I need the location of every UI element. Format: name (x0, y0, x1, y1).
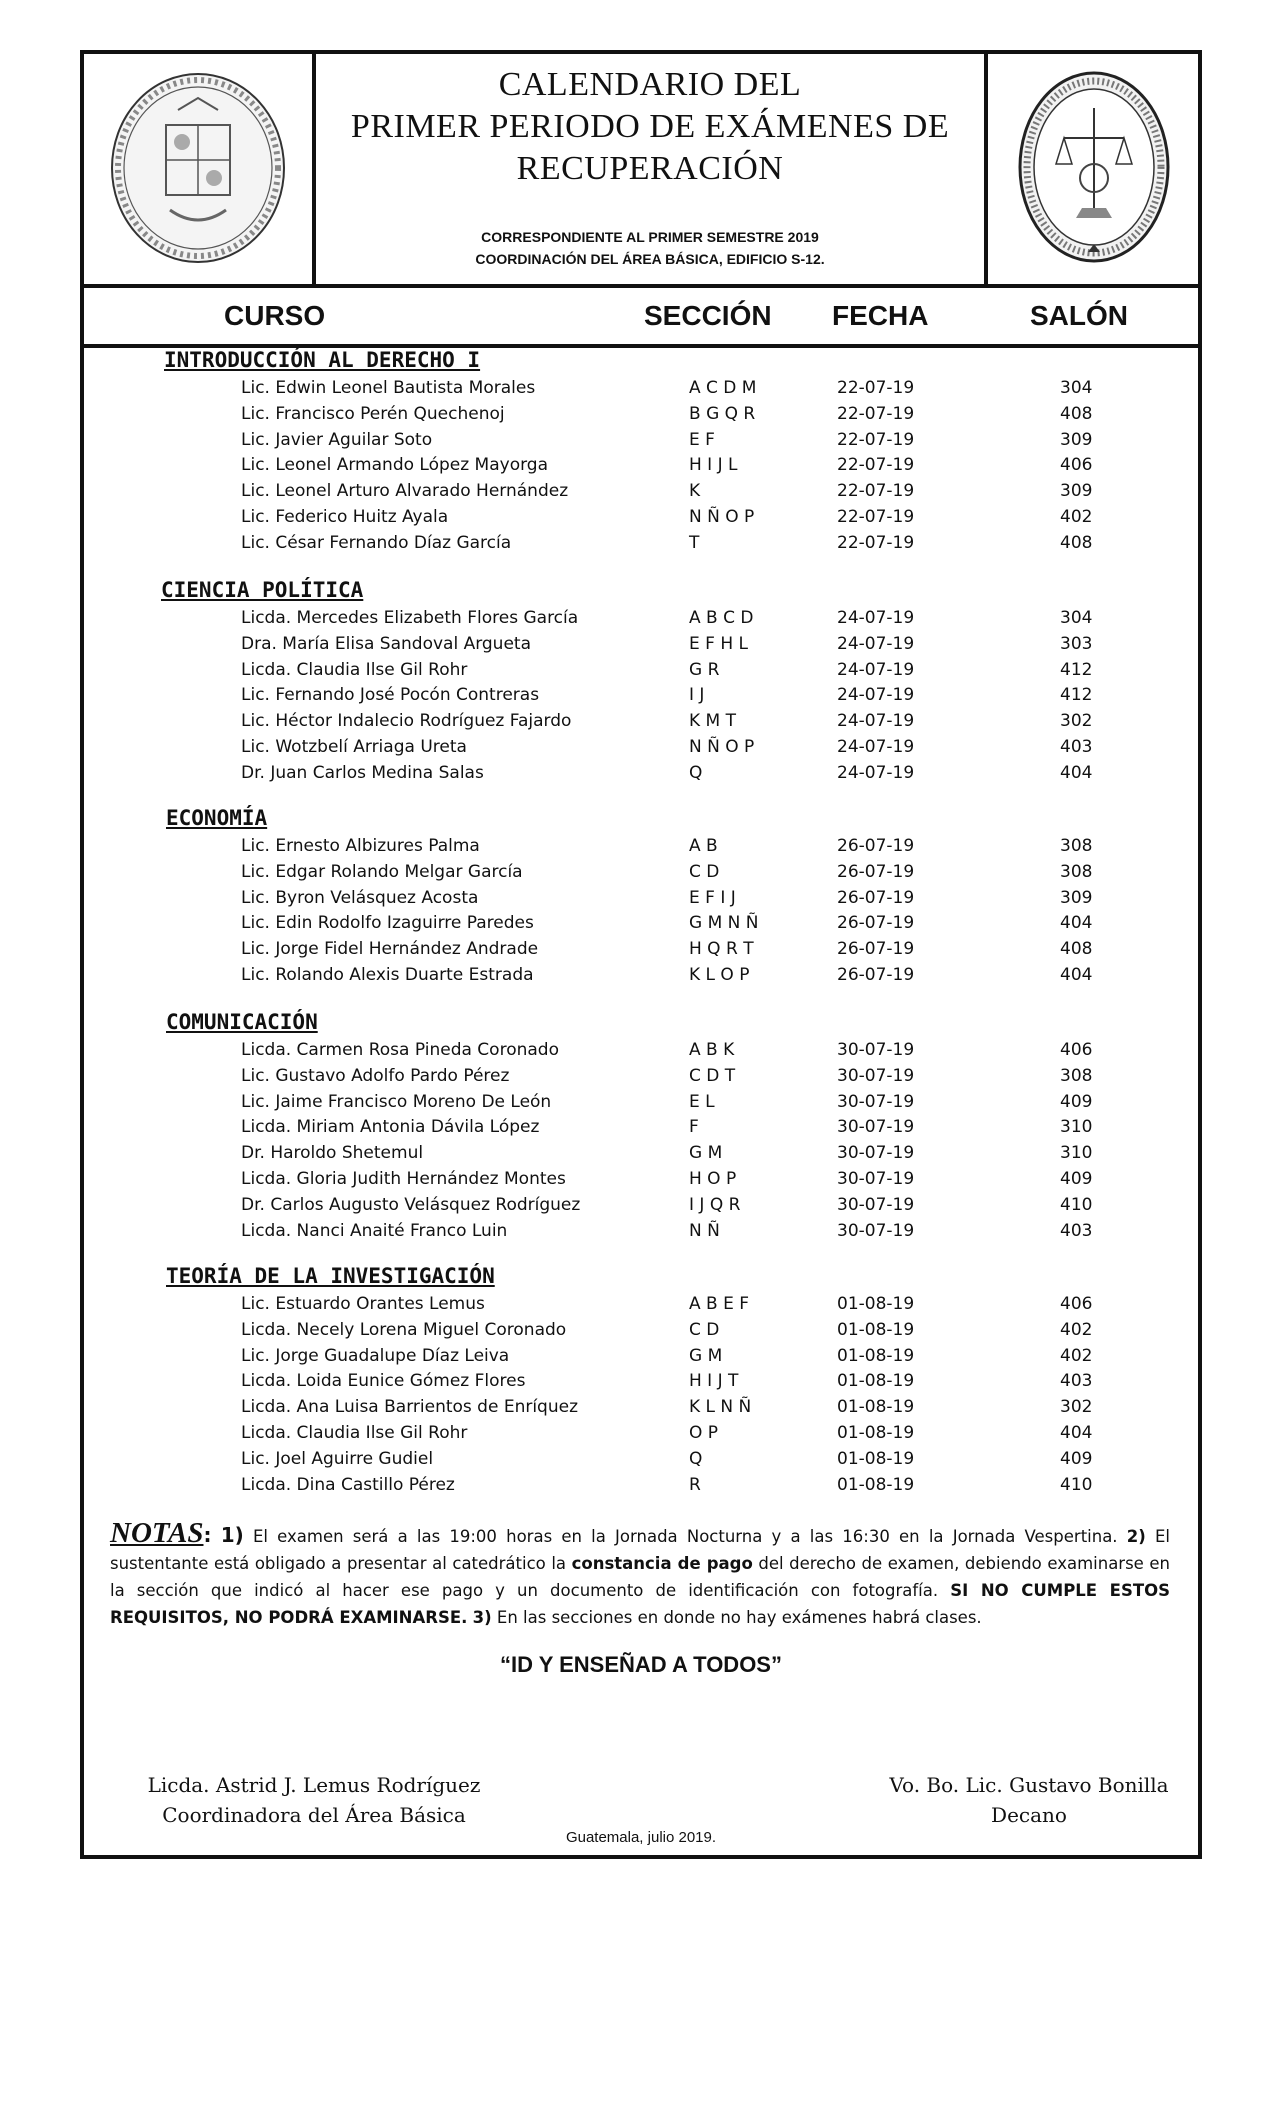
schedule-row (84, 711, 1198, 737)
section-letters: H I J T (689, 1371, 739, 1392)
room-number: 303 (1060, 633, 1093, 654)
section-letters: O P (689, 1423, 719, 1443)
schedule-row (84, 888, 1198, 914)
course-title: ECONOMÍA (166, 806, 268, 830)
section-letters: T (689, 532, 700, 553)
room-number: 403 (1060, 1220, 1093, 1241)
exam-date: 22-07-19 (837, 378, 915, 398)
exam-date: 22-07-19 (837, 532, 915, 553)
exam-date: 30-07-19 (837, 1091, 915, 1112)
exam-date: 01-08-19 (837, 1474, 915, 1495)
section-letters: C D T (689, 1065, 736, 1086)
exam-date: 22-07-19 (837, 481, 915, 502)
room-number: 310 (1060, 1143, 1093, 1164)
exam-date: 26-07-19 (837, 913, 915, 934)
notes-colon: : (203, 1523, 212, 1547)
room-number: 402 (1060, 1319, 1093, 1340)
signature-right-role: Decano (991, 1803, 1067, 1827)
schedule-row (84, 939, 1198, 965)
exam-date: 24-07-19 (837, 608, 915, 628)
room-number: 410 (1060, 1474, 1093, 1495)
note-2-number: 2) (1126, 1527, 1146, 1546)
section-letters: A B C D (689, 608, 754, 628)
room-number: 310 (1060, 1117, 1093, 1138)
room-number: 308 (1060, 836, 1093, 856)
section-letters: A C D M (689, 378, 757, 398)
signature-right-name: Vo. Bo. Lic. Gustavo Bonilla (889, 1773, 1169, 1797)
signature-left-name: Licda. Astrid J. Lemus Rodríguez (147, 1773, 481, 1797)
professor-name: Licda. Claudia Ilse Gil Rohr (241, 1423, 468, 1443)
section-letters: N Ñ (689, 1220, 720, 1241)
section-letters: G R (689, 659, 720, 680)
professor-name: Lic. Edwin Leonel Bautista Morales (241, 378, 536, 398)
university-seal-icon (108, 70, 288, 266)
schedule-row (84, 1449, 1198, 1475)
professor-name: Lic. Gustavo Adolfo Pardo Pérez (241, 1065, 510, 1086)
section-letters: A B K (689, 1040, 735, 1060)
professor-name: Dra. María Elisa Sandoval Argueta (241, 633, 531, 654)
room-number: 409 (1060, 1091, 1093, 1112)
schedule-row (84, 1294, 1198, 1320)
section-letters: I J Q R (689, 1194, 741, 1215)
section-letters: G M (689, 1143, 723, 1164)
professor-name: Licda. Mercedes Elizabeth Flores García (241, 608, 579, 628)
room-number: 406 (1060, 1294, 1093, 1314)
schedule-row (84, 1169, 1198, 1195)
schedule-row (84, 737, 1198, 763)
professor-name: Licda. Nanci Anaité Franco Luin (241, 1220, 508, 1241)
room-number: 404 (1060, 1423, 1093, 1443)
schedule-row (84, 1143, 1198, 1169)
exam-date: 30-07-19 (837, 1169, 915, 1189)
note-1-number: 1) (220, 1523, 244, 1547)
schedule-row (84, 533, 1198, 559)
professor-name: Lic. Francisco Perén Quechenoj (241, 403, 505, 424)
signature-left-role: Coordinadora del Área Básica (162, 1803, 466, 1827)
notes-label: NOTAS (110, 1517, 204, 1549)
room-number: 403 (1060, 737, 1093, 757)
professor-name: Lic. Wotzbelí Arriaga Ureta (241, 737, 467, 757)
professor-name: Lic. Jorge Fidel Hernández Andrade (241, 939, 539, 960)
exam-date: 30-07-19 (837, 1194, 915, 1215)
exam-date: 22-07-19 (837, 507, 915, 527)
schedule-row (84, 404, 1198, 430)
schedule-row (84, 1066, 1198, 1092)
professor-name: Licda. Loida Eunice Gómez Flores (241, 1371, 526, 1392)
note-2-bold: constancia de pago (571, 1554, 753, 1573)
section-letters: H Q R T (689, 939, 754, 960)
professor-name: Lic. Edin Rodolfo Izaguirre Paredes (241, 913, 534, 934)
header-right-cell (984, 54, 1202, 284)
place-date: Guatemala, julio 2019. (565, 1829, 717, 1846)
title-line-2: PRIMER PERIODO DE EXÁMENES DE (350, 108, 950, 145)
note-1-text: El examen será a las 19:00 horas en la Jornada Nocturna y a las 16:30 en la Jornada Vespertina. (243, 1527, 1127, 1546)
exam-date: 24-07-19 (837, 659, 915, 680)
room-number: 302 (1060, 1397, 1093, 1418)
section-letters: A B (689, 836, 718, 856)
room-number: 410 (1060, 1194, 1093, 1215)
schedule-row (84, 1117, 1198, 1143)
motto: “ID Y ENSEÑAD A TODOS” (500, 1652, 782, 1677)
schedule-row (84, 1397, 1198, 1423)
header (84, 54, 1198, 288)
title-line-1: CALENDARIO DEL (498, 66, 802, 103)
section-letters: G M (689, 1345, 723, 1366)
professor-name: Licda. Carmen Rosa Pineda Coronado (241, 1040, 559, 1060)
signature-right (864, 1770, 1194, 1830)
professor-name: Lic. Estuardo Orantes Lemus (241, 1294, 485, 1314)
professor-name: Lic. Fernando José Pocón Contreras (241, 685, 540, 706)
exam-date: 24-07-19 (837, 685, 915, 706)
professor-name: Lic. Ernesto Albizures Palma (241, 836, 480, 856)
room-number: 304 (1060, 608, 1093, 628)
professor-name: Lic. Joel Aguirre Gudiel (241, 1448, 434, 1469)
section-letters: E F (689, 429, 715, 450)
exam-date: 01-08-19 (837, 1319, 915, 1340)
professor-name: Lic. César Fernando Díaz García (241, 532, 512, 553)
room-number: 406 (1060, 455, 1093, 476)
course-title: INTRODUCCIÓN AL DERECHO I (164, 348, 481, 372)
course-title: CIENCIA POLÍTICA (161, 578, 364, 602)
schedule-row (84, 608, 1198, 634)
exam-date: 01-08-19 (837, 1345, 915, 1366)
room-number: 406 (1060, 1040, 1093, 1060)
professor-name: Lic. Edgar Rolando Melgar García (241, 861, 523, 882)
professor-name: Lic. Héctor Indalecio Rodríguez Fajardo (241, 711, 572, 732)
section-letters: E F I J (689, 887, 736, 908)
room-number: 409 (1060, 1448, 1093, 1469)
schedule-row (84, 430, 1198, 456)
section-letters: C D (689, 1319, 720, 1340)
schedule-row (84, 1195, 1198, 1221)
header-title-cell (316, 54, 984, 284)
schedule-row (84, 1221, 1198, 1247)
exam-date: 30-07-19 (837, 1040, 915, 1060)
section-letters: A B E F (689, 1294, 750, 1314)
schedule-row (84, 455, 1198, 481)
col-fecha: FECHA (832, 300, 929, 331)
section-letters: G M N Ñ (689, 913, 759, 934)
header-left-cell (84, 54, 316, 284)
professor-name: Lic. Jaime Francisco Moreno De León (241, 1091, 552, 1112)
room-number: 309 (1060, 887, 1093, 908)
section-letters: C D (689, 861, 720, 882)
exam-date: 26-07-19 (837, 836, 915, 856)
professor-name: Licda. Claudia Ilse Gil Rohr (241, 659, 468, 680)
schedule-row (84, 965, 1198, 991)
section-letters: Q (689, 1448, 703, 1469)
professor-name: Licda. Dina Castillo Pérez (241, 1474, 455, 1495)
notes-block (110, 1517, 1170, 1631)
faculty-seal-icon (1016, 68, 1172, 266)
schedule-row (84, 1092, 1198, 1118)
section-letters: K L O P (689, 965, 750, 985)
section-letters: B G Q R (689, 403, 756, 424)
document-frame (80, 50, 1202, 1859)
professor-name: Licda. Necely Lorena Miguel Coronado (241, 1319, 567, 1340)
section-letters: R (689, 1474, 701, 1495)
section-letters: H I J L (689, 455, 738, 476)
exam-date: 01-08-19 (837, 1397, 915, 1418)
room-number: 402 (1060, 1345, 1093, 1366)
schedule-row (84, 1475, 1198, 1501)
exam-date: 26-07-19 (837, 965, 915, 985)
room-number: 409 (1060, 1169, 1093, 1189)
professor-name: Lic. Leonel Armando López Mayorga (241, 455, 549, 476)
section-letters: N Ñ O P (689, 737, 755, 757)
schedule-row (84, 1040, 1198, 1066)
section-letters: N Ñ O P (689, 507, 755, 527)
room-number: 412 (1060, 659, 1093, 680)
professor-name: Licda. Miriam Antonia Dávila López (241, 1117, 540, 1138)
col-seccion: SECCIÓN (644, 300, 772, 331)
schedule-row (84, 481, 1198, 507)
exam-date: 01-08-19 (837, 1423, 915, 1443)
course-title: TEORÍA DE LA INVESTIGACIÓN (166, 1264, 495, 1288)
room-number: 403 (1060, 1371, 1093, 1392)
subtitle-block (316, 226, 984, 270)
schedule-row (84, 913, 1198, 939)
exam-date: 26-07-19 (837, 861, 915, 882)
exam-date: 30-07-19 (837, 1143, 915, 1164)
room-number: 412 (1060, 685, 1093, 706)
room-number: 404 (1060, 762, 1093, 783)
exam-date: 24-07-19 (837, 711, 915, 732)
room-number: 402 (1060, 507, 1093, 527)
professor-name: Dr. Haroldo Shetemul (241, 1143, 424, 1164)
section-letters: K L N Ñ (689, 1397, 752, 1418)
schedule-row (84, 378, 1198, 404)
section-letters: H O P (689, 1169, 737, 1189)
subtitle-coordination: COORDINACIÓN DEL ÁREA BÁSICA, EDIFICIO S-12. (475, 251, 825, 267)
schedule-row (84, 862, 1198, 888)
exam-date: 26-07-19 (837, 887, 915, 908)
note-2-warning: SI NO CUMPLE ESTOS REQUISITOS, NO PODRÁ EXAMINARSE. (110, 1581, 1170, 1627)
professor-name: Licda. Ana Luisa Barrientos de Enríquez (241, 1397, 579, 1418)
subtitle-semester: CORRESPONDIENTE AL PRIMER SEMESTRE 2019 (481, 229, 819, 245)
note-2-text-cont: del derecho de examen, debiendo examinarse en la sección que indicó al hacer ese pago y un documento de identificación con fotografía. (110, 1554, 1170, 1600)
exam-date: 30-07-19 (837, 1220, 915, 1241)
professor-name: Dr. Carlos Augusto Velásquez Rodríguez (241, 1194, 581, 1215)
section-letters: E F H L (689, 633, 748, 654)
col-salon: SALÓN (1030, 300, 1128, 331)
professor-name: Lic. Leonel Arturo Alvarado Hernández (241, 481, 569, 502)
schedule-row (84, 1320, 1198, 1346)
exam-date: 30-07-19 (837, 1117, 915, 1138)
section-letters: E L (689, 1091, 715, 1112)
professor-name: Licda. Gloria Judith Hernández Montes (241, 1169, 566, 1189)
exam-date: 26-07-19 (837, 939, 915, 960)
schedule-row (84, 507, 1198, 533)
section-letters: Q (689, 762, 703, 783)
schedule-row (84, 660, 1198, 686)
professor-name: Dr. Juan Carlos Medina Salas (241, 762, 484, 783)
exam-date: 22-07-19 (837, 429, 915, 450)
schedule-row (84, 836, 1198, 862)
exam-date: 01-08-19 (837, 1448, 915, 1469)
course-title: COMUNICACIÓN (166, 1010, 318, 1034)
exam-date: 01-08-19 (837, 1294, 915, 1314)
schedule-row (84, 634, 1198, 660)
exam-date: 22-07-19 (837, 455, 915, 476)
room-number: 408 (1060, 532, 1093, 553)
exam-date: 01-08-19 (837, 1371, 915, 1392)
signature-left (124, 1770, 504, 1830)
document-title (316, 54, 984, 190)
professor-name: Lic. Javier Aguilar Soto (241, 429, 433, 450)
room-number: 404 (1060, 965, 1093, 985)
exam-date: 24-07-19 (837, 762, 915, 783)
room-number: 408 (1060, 939, 1093, 960)
note-3-number: 3) (472, 1608, 492, 1627)
section-letters: K M T (689, 711, 737, 732)
section-letters: F (689, 1117, 699, 1138)
schedule-row (84, 763, 1198, 789)
room-number: 309 (1060, 481, 1093, 502)
title-line-3: RECUPERACIÓN (516, 150, 784, 187)
room-number: 308 (1060, 1065, 1093, 1086)
col-curso: CURSO (224, 300, 326, 331)
professor-name: Lic. Jorge Guadalupe Díaz Leiva (241, 1345, 510, 1366)
exam-date: 24-07-19 (837, 633, 915, 654)
section-letters: I J (689, 685, 705, 706)
room-number: 308 (1060, 861, 1093, 882)
schedule-row (84, 1423, 1198, 1449)
professor-name: Lic. Rolando Alexis Duarte Estrada (241, 965, 534, 985)
schedule-row (84, 1371, 1198, 1397)
note-3-text: En las secciones en donde no hay exámenes habrá clases. (491, 1608, 982, 1627)
room-number: 309 (1060, 429, 1093, 450)
schedule-row (84, 1346, 1198, 1372)
room-number: 302 (1060, 711, 1093, 732)
note-2-text: El sustentante está obligado a presentar al catedrático la (110, 1527, 1170, 1573)
professor-name: Lic. Byron Velásquez Acosta (241, 887, 479, 908)
room-number: 408 (1060, 403, 1093, 424)
column-header-row (84, 288, 1198, 348)
section-letters: K (689, 481, 701, 502)
schedule-row (84, 685, 1198, 711)
exam-date: 22-07-19 (837, 403, 915, 424)
exam-date: 24-07-19 (837, 737, 915, 757)
professor-name: Lic. Federico Huitz Ayala (241, 507, 449, 527)
room-number: 404 (1060, 913, 1093, 934)
room-number: 304 (1060, 378, 1093, 398)
exam-date: 30-07-19 (837, 1065, 915, 1086)
